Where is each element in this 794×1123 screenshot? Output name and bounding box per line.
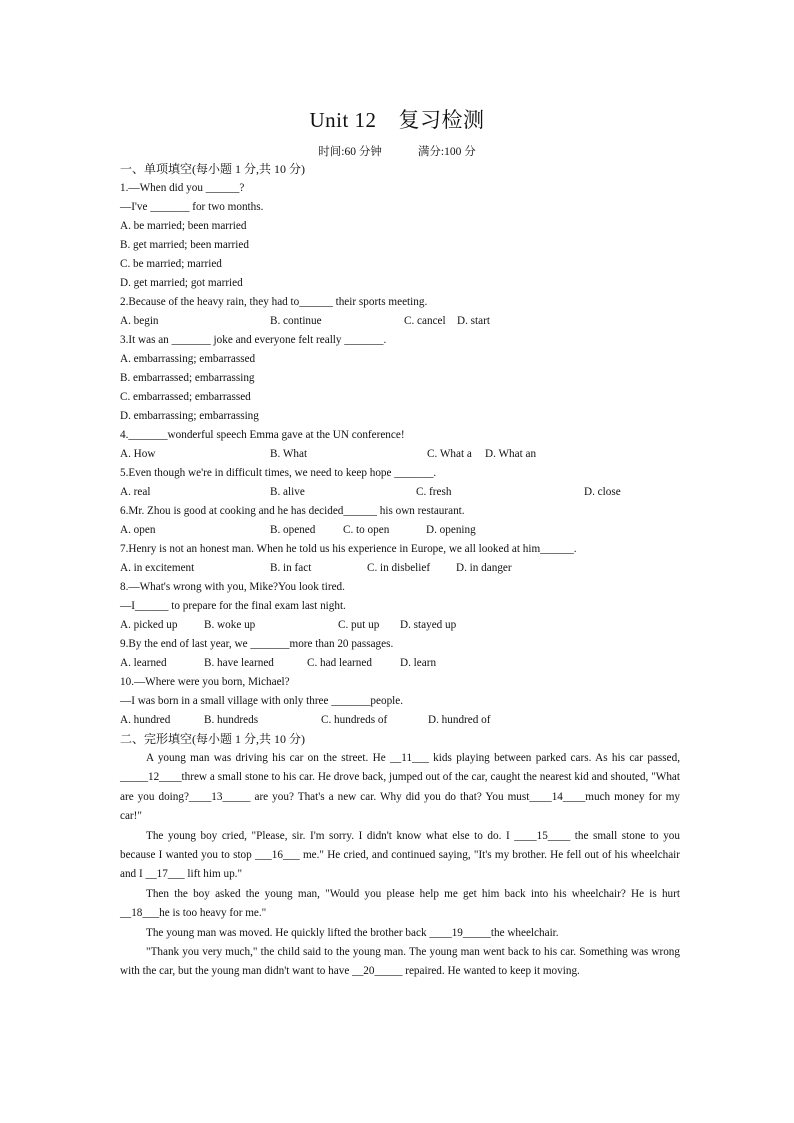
option-b: B. hundreds [204, 714, 259, 726]
passage-paragraph: Then the boy asked the young man, "Would you please help me get him back into his wheelchair? He is hurt __18___he is too heavy for me." [120, 887, 680, 920]
option-b: B. have learned [204, 657, 274, 669]
question-stem: 2.Because of the heavy rain, they had to______ their sports meeting. [120, 296, 428, 308]
option-d: D. in danger [456, 562, 512, 574]
option-c: C. hundreds of [321, 714, 388, 726]
passage-paragraph: The young boy cried, "Please, sir. I'm sorry. I didn't know what else to do. I ____15____ the small stone to you because I wanted you to stop ___16___ me." He cried, and continued saying, "It's my brother. He fell out of his wheelchair and I __17___ lift him up." [120, 829, 680, 881]
question-stem: —I______ to prepare for the final exam last night. [120, 600, 346, 612]
question-stem: 1.—When did you ______? [120, 182, 245, 194]
passage-paragraph: A young man was driving his car on the street. He __11___ kids playing between parked cars. As his car passed, _____12____threw a small stone to his car. He drove back, jumped out of the car, caught the nearest kid and shouted, "What are you doing?____13_____ are you? That's a new car. Why did you do that? You must____14____much money for my car!" [120, 752, 680, 823]
options-row [120, 654, 680, 673]
full-score: 满分:100 分 [417, 146, 476, 158]
option-a: A. How [120, 448, 156, 460]
page-title [0, 104, 794, 134]
option-a: A. hundred [120, 714, 171, 726]
time-limit: 时间:60 分钟 [318, 146, 382, 158]
option-c: C. in disbelief [367, 562, 431, 574]
option-b: B. embarrassed; embarrassing [120, 372, 255, 384]
options-row [120, 445, 680, 464]
option-c: C. What a [427, 448, 472, 460]
section2-heading: 二、完形填空(每小题 1 分,共 10 分) [120, 732, 305, 746]
option-c: C. had learned [307, 657, 372, 669]
option-b: B. opened [270, 524, 316, 536]
option-b: B. in fact [270, 562, 312, 574]
option-d: D. hundred of [428, 714, 491, 726]
cloze-passage [120, 749, 680, 982]
exam-content [120, 160, 680, 982]
option-d: D. start [457, 315, 490, 327]
options-row [120, 312, 680, 331]
option-a: A. embarrassing; embarrassed [120, 353, 256, 365]
options-row [120, 483, 680, 502]
option-b: B. What [270, 448, 308, 460]
title-unit: Unit 12 [309, 108, 377, 132]
question-stem: 9.By the end of last year, we _______more than 20 passages. [120, 638, 394, 650]
option-d: D. embarrassing; embarrassing [120, 410, 259, 422]
option-c: C. be married; married [120, 258, 222, 270]
option-a: A. real [120, 486, 151, 498]
question-stem: 3.It was an _______ joke and everyone felt really _______. [120, 334, 387, 346]
option-c: C. embarrassed; embarrassed [120, 391, 251, 403]
passage-paragraph: The young man was moved. He quickly lifted the brother back ____19_____the wheelchair. [146, 926, 559, 939]
option-b: B. get married; been married [120, 239, 249, 251]
passage-paragraph: "Thank you very much," the child said to the young man. The young man went back to his car. Something was wrong with the car, but the young man didn't want to have __20_____ repaired. He wanted to keep it moving. [120, 946, 680, 978]
section1-heading: 一、单项填空(每小题 1 分,共 10 分) [120, 162, 305, 176]
option-c: C. fresh [416, 486, 452, 498]
option-b: B. continue [270, 315, 322, 327]
question-stem: 6.Mr. Zhou is good at cooking and he has decided______ his own restaurant. [120, 505, 465, 517]
option-d: D. opening [426, 524, 476, 536]
option-c: C. put up [338, 619, 380, 631]
option-b: B. alive [270, 486, 305, 498]
question-stem: 10.—Where were you born, Michael? [120, 676, 290, 688]
option-d: D. stayed up [400, 619, 457, 631]
question-stem: 5.Even though we're in difficult times, we need to keep hope _______. [120, 467, 437, 479]
option-d: D. learn [400, 657, 437, 669]
options-row [120, 559, 680, 578]
option-a: A. picked up [120, 619, 178, 631]
options-row [120, 521, 680, 540]
option-a: A. learned [120, 657, 167, 669]
option-c: C. cancel [404, 315, 446, 327]
question-stem: —I was born in a small village with only three _______people. [120, 695, 404, 707]
option-d: D. What an [485, 448, 537, 460]
options-row [120, 711, 680, 730]
option-d: D. get married; got married [120, 277, 243, 289]
title-subtitle: 复习检测 [398, 108, 485, 132]
option-b: B. woke up [204, 619, 256, 631]
question-stem: 4._______wonderful speech Emma gave at the UN conference! [120, 429, 405, 441]
option-a: A. be married; been married [120, 220, 247, 232]
option-c: C. to open [343, 524, 390, 536]
option-a: A. in excitement [120, 562, 195, 574]
option-a: A. begin [120, 315, 159, 327]
exam-meta [0, 143, 794, 159]
question-stem: 7.Henry is not an honest man. When he told us his experience in Europe, we all looked at him______. [120, 543, 577, 555]
option-a: A. open [120, 524, 156, 536]
options-row [120, 616, 680, 635]
option-d: D. close [584, 486, 621, 498]
question-stem: —I've _______ for two months. [120, 201, 264, 213]
question-stem: 8.—What's wrong with you, Mike?You look tired. [120, 581, 345, 593]
